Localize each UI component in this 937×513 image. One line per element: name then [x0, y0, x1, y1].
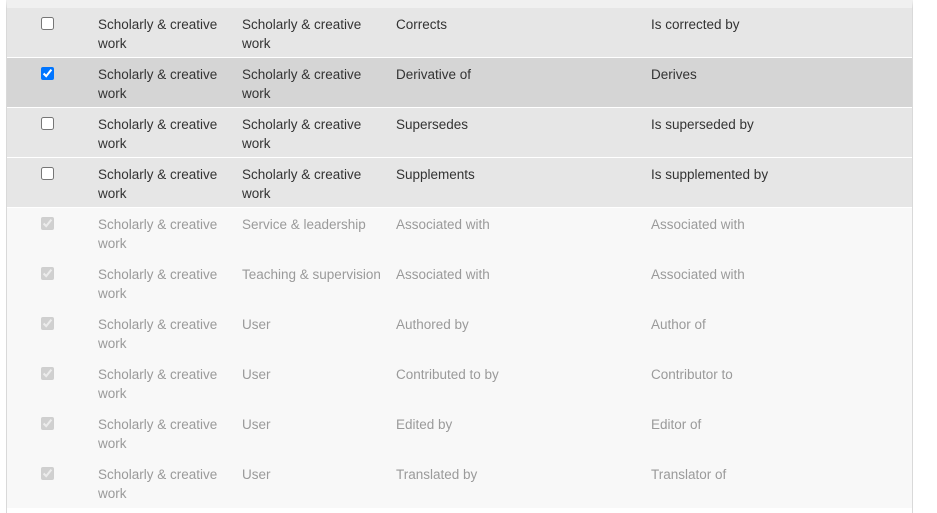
relationship-name: Associated with [396, 217, 490, 232]
from-object-type: Scholarly & creative work [98, 117, 218, 151]
inverse-relationship-name: Associated with [651, 217, 745, 232]
row-checkbox-cell [7, 408, 88, 430]
relationship-types-table [6, 0, 913, 513]
table-row [7, 308, 912, 358]
relationship-name: Translated by [396, 467, 478, 482]
row-checkbox [41, 317, 54, 330]
relationship-name: Derivative of [396, 67, 472, 82]
to-object-type: Scholarly & creative work [242, 167, 362, 201]
from-object-type: Scholarly & creative work [98, 417, 218, 451]
inverse-relationship-name: Is supplemented by [651, 167, 769, 182]
inverse-relationship-name: Is superseded by [651, 117, 754, 132]
table-row [7, 58, 912, 108]
row-checkbox-cell [7, 58, 88, 80]
from-object-type: Scholarly & creative work [98, 467, 218, 501]
table-row [7, 358, 912, 408]
row-checkbox-cell [7, 258, 88, 280]
from-object-type: Scholarly & creative work [98, 367, 218, 401]
row-checkbox [41, 467, 54, 480]
from-object-type: Scholarly & creative work [98, 267, 218, 301]
row-checkbox[interactable] [41, 117, 54, 130]
relationship-name: Supersedes [396, 117, 469, 132]
to-object-type: User [242, 317, 271, 332]
table-row [7, 408, 912, 458]
table-row [7, 258, 912, 308]
inverse-relationship-name: Contributor to [651, 367, 733, 382]
relationship-name: Corrects [396, 17, 448, 32]
to-object-type: User [242, 417, 271, 432]
to-object-type: Service & leadership [242, 217, 366, 232]
row-checkbox-cell [7, 308, 88, 330]
inverse-relationship-name: Editor of [651, 417, 702, 432]
to-object-type: Scholarly & creative work [242, 117, 362, 151]
relationship-name: Contributed to by [396, 367, 499, 382]
table-row [7, 108, 912, 158]
relationship-name: Associated with [396, 267, 490, 282]
inverse-relationship-name: Author of [651, 317, 706, 332]
to-object-type: Scholarly & creative work [242, 67, 362, 101]
table-row [7, 158, 912, 208]
inverse-relationship-name: Derives [651, 67, 697, 82]
row-checkbox[interactable] [41, 167, 54, 180]
table-row [7, 208, 912, 258]
inverse-relationship-name: Translator of [651, 467, 727, 482]
row-checkbox[interactable] [41, 67, 54, 80]
table-body [7, 8, 912, 508]
row-checkbox-cell [7, 108, 88, 130]
from-object-type: Scholarly & creative work [98, 167, 218, 201]
inverse-relationship-name: Is corrected by [651, 17, 740, 32]
relationship-name: Supplements [396, 167, 475, 182]
row-checkbox [41, 367, 54, 380]
table-row [7, 458, 912, 508]
inverse-relationship-name: Associated with [651, 267, 745, 282]
row-checkbox [41, 217, 54, 230]
table-row [7, 8, 912, 58]
row-checkbox[interactable] [41, 17, 54, 30]
row-checkbox-cell [7, 208, 88, 230]
from-object-type: Scholarly & creative work [98, 67, 218, 101]
to-object-type: User [242, 467, 271, 482]
from-object-type: Scholarly & creative work [98, 217, 218, 251]
relationship-name: Authored by [396, 317, 469, 332]
relationship-name: Edited by [396, 417, 453, 432]
from-object-type: Scholarly & creative work [98, 317, 218, 351]
row-checkbox-cell [7, 458, 88, 480]
row-checkbox-cell [7, 358, 88, 380]
to-object-type: Scholarly & creative work [242, 17, 362, 51]
row-checkbox [41, 267, 54, 280]
row-checkbox-cell [7, 158, 88, 180]
to-object-type: Teaching & supervision [242, 267, 381, 282]
to-object-type: User [242, 367, 271, 382]
row-checkbox [41, 417, 54, 430]
row-checkbox-cell [7, 8, 88, 30]
from-object-type: Scholarly & creative work [98, 17, 218, 51]
